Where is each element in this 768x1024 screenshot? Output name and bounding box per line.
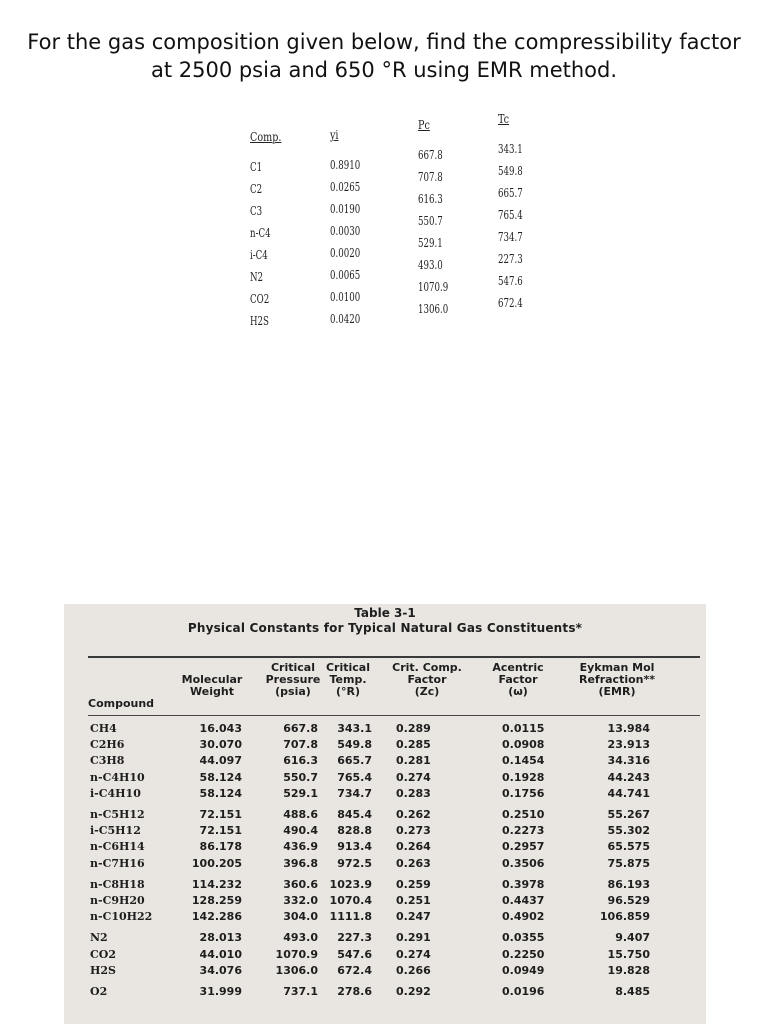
table-cell-zc: 0.259 [396,877,431,891]
tc-cell: 549.8 [498,164,523,178]
table-cell-mw: 142.286 [191,910,242,924]
table-cell-compound: n-C8H18 [90,877,145,891]
table-cell-mw: 44.097 [199,754,242,768]
table-cell-mw: 16.043 [199,722,242,735]
tc-cell: 765.4 [498,208,523,222]
table-cell-pc: 529.1 [283,786,318,800]
table-cell-omega: 0.0196 [502,985,545,998]
table-cell-emr: 15.750 [607,947,650,961]
table-cell-zc: 0.283 [396,786,431,800]
table-cell-compound: n-C7H16 [90,856,145,870]
comp-cell: CO2 [250,292,270,306]
table-cell-zc: 0.251 [396,894,431,907]
table-cell-zc: 0.266 [396,963,431,977]
table-cell-mw: 100.205 [191,856,242,870]
pc-column [418,118,460,320]
table-cell-zc: 0.247 [396,910,431,924]
pc-cell: 667.8 [418,148,443,162]
table-cell-pc: 707.8 [283,738,318,752]
table-cell-pc: 550.7 [283,770,318,784]
header-eykman-mol-refraction: Eykman Mol Refraction** (EMR) [578,661,655,698]
table-cell-omega: 0.0949 [502,963,545,977]
table-cell-mw: 30.070 [199,738,242,752]
composition-table [240,112,530,352]
table-cell-zc: 0.291 [396,931,431,945]
table-cell-zc: 0.274 [396,947,431,961]
table-cell-emr: 9.407 [615,931,650,945]
table-cell-mw: 44.010 [199,947,242,961]
table-cell-pc: 436.9 [283,840,318,854]
table-cell-omega: 0.0908 [502,738,545,752]
tc-cell: 343.1 [498,142,523,156]
table-top-rule [88,656,700,658]
table-title: Physical Constants for Typical Natural Gas Constituents* [187,621,583,635]
table-cell-emr: 44.741 [607,786,650,800]
table-cell-pc: 493.0 [283,931,318,945]
table-cell-compound: n-C10H22 [90,910,153,924]
yi-cell: 0.0020 [330,246,361,260]
table-cell-omega: 0.2273 [502,824,545,838]
problem-statement [20,28,748,84]
pc-cell: 1306.0 [418,302,449,316]
table-cell-pc: 304.0 [283,910,318,924]
table-header-rule [88,715,700,716]
table-cell-zc: 0.262 [396,808,431,821]
table-cell-pc: 737.1 [283,985,318,998]
table-cell-compound: n-C9H20 [90,894,145,907]
table-cell-emr: 65.575 [607,840,650,854]
table-cell-compound: i-C5H12 [90,824,141,838]
table-cell-omega: 0.0115 [502,722,545,735]
table-cell-tc: 1111.8 [329,910,372,924]
pc-cell: 707.8 [418,170,443,184]
comp-cell: n-C4 [250,226,271,240]
table-cell-emr: 86.193 [607,877,650,891]
table-cell-compound: i-C4H10 [90,786,141,800]
header-critical-pressure: Critical Pressure (psia) [265,661,321,698]
table-cell-pc: 332.0 [283,894,318,907]
tc-cell: 665.7 [498,186,523,200]
table-cell-emr: 13.984 [607,722,650,735]
table-cell-pc: 667.8 [283,722,318,735]
table-cell-mw: 58.124 [199,786,242,800]
table-cell-compound: H2S [90,963,116,977]
tc-cell: 672.4 [498,296,523,310]
table-cell-compound: CH4 [90,722,117,735]
table-cell-pc: 1070.9 [275,947,318,961]
pc-cell: 1070.9 [418,280,449,294]
table-cell-tc: 972.5 [337,856,372,870]
table-cell-pc: 360.6 [283,877,318,891]
table-cell-mw: 72.151 [199,808,242,821]
table-cell-emr: 106.859 [599,910,650,924]
pc-cell: 550.7 [418,214,443,228]
table-cell-tc: 734.7 [337,786,372,800]
table-cell-tc: 665.7 [337,754,372,768]
table-cell-emr: 8.485 [615,985,650,998]
table-cell-zc: 0.273 [396,824,431,838]
header-critical-temp: Critical Temp. (°R) [325,661,370,698]
table-cell-mw: 72.151 [199,824,242,838]
table-cell-compound: N2 [90,931,108,945]
table-cell-compound: n-C6H14 [90,840,145,854]
scanned-table [64,604,706,1024]
yi-header: yi [330,128,339,142]
table-cell-tc: 227.3 [337,931,372,945]
table-cell-tc: 547.6 [337,947,372,961]
table-cell-tc: 913.4 [337,840,372,854]
problem-line-2: at 2500 psia and 650 °R using EMR method. [150,58,618,82]
tc-column [498,112,532,314]
table-cell-omega: 0.3978 [502,877,545,891]
table-cell-omega: 0.2510 [502,808,545,821]
table-cell-omega: 0.2957 [502,840,545,854]
comp-cell: H2S [250,314,269,328]
table-cell-emr: 34.316 [607,754,650,768]
table-cell-tc: 1070.4 [329,894,372,907]
table-cell-tc: 828.8 [337,824,372,838]
table-cell-emr: 96.529 [607,894,650,907]
table-cell-emr: 19.828 [607,963,650,977]
table-number: Table 3-1 [354,606,416,620]
table-cell-compound: C3H8 [90,754,125,768]
table-cell-compound: O2 [90,985,108,998]
comp-cell: N2 [250,270,264,284]
table-cell-tc: 1023.9 [329,877,372,891]
yi-column [330,128,372,330]
table-cell-pc: 396.8 [283,856,318,870]
pc-cell: 493.0 [418,258,443,272]
tc-cell: 227.3 [498,252,523,266]
tc-header: Tc [498,112,510,126]
table-cell-mw: 128.259 [191,894,242,907]
table-cell-mw: 86.178 [199,840,242,854]
table-cell-pc: 616.3 [283,754,318,768]
tc-cell: 734.7 [498,230,523,244]
table-cell-emr: 55.302 [607,824,650,838]
table-cell-compound: n-C4H10 [90,770,145,784]
table-cell-omega: 0.4902 [502,910,545,924]
comp-cell: i-C4 [250,248,268,262]
problem-line-1: For the gas composition given below, find the compressibility factor [27,30,741,54]
yi-cell: 0.0190 [330,202,361,216]
yi-cell: 0.8910 [330,158,361,172]
table-cell-compound: CO2 [90,947,116,961]
table-cell-tc: 278.6 [337,985,372,998]
comp-header: Comp. [250,130,282,144]
table-cell-emr: 75.875 [607,856,650,870]
table-cell-mw: 114.232 [191,877,242,891]
comp-cell: C3 [250,204,263,218]
table-cell-emr: 55.267 [607,808,650,821]
table-cell-pc: 490.4 [283,824,318,838]
table-cell-zc: 0.292 [396,985,431,998]
header-compound: Compound [88,697,155,710]
table-cell-emr: 23.913 [607,738,650,752]
table-cell-mw: 34.076 [199,963,242,977]
yi-cell: 0.0420 [330,312,361,326]
table-cell-zc: 0.289 [396,722,431,735]
table-cell-omega: 0.0355 [502,931,545,945]
pc-cell: 529.1 [418,236,443,250]
table-cell-emr: 44.243 [607,770,650,784]
pc-cell: 616.3 [418,192,443,206]
table-cell-zc: 0.263 [396,856,431,870]
table-cell-zc: 0.274 [396,770,431,784]
table-cell-compound: C2H6 [90,738,125,752]
table-cell-omega: 0.2250 [502,947,545,961]
table-cell-omega: 0.1928 [502,770,545,784]
table-cell-tc: 845.4 [337,808,372,821]
header-crit-comp-factor: Crit. Comp. Factor (Zc) [392,661,462,698]
table-cell-compound: n-C5H12 [90,808,145,821]
comp-cell: C2 [250,182,263,196]
header-acentric-factor: Acentric Factor (ω) [492,661,544,698]
table-cell-omega: 0.4437 [502,894,545,907]
table-cell-tc: 765.4 [337,770,372,784]
pc-header: Pc [418,118,430,132]
tc-cell: 547.6 [498,274,523,288]
table-cell-omega: 0.1454 [502,754,545,768]
table-cell-mw: 58.124 [199,770,242,784]
comp-cell: C1 [250,160,263,174]
table-cell-tc: 343.1 [337,722,372,735]
yi-cell: 0.0065 [330,268,361,282]
table-cell-tc: 672.4 [337,963,372,977]
yi-cell: 0.0100 [330,290,361,304]
table-cell-tc: 549.8 [337,738,372,752]
table-cell-zc: 0.281 [396,754,431,768]
table-cell-zc: 0.285 [396,738,431,752]
table-cell-pc: 1306.0 [275,963,318,977]
table-cell-pc: 488.6 [283,808,318,821]
table-cell-zc: 0.264 [396,840,431,854]
table-cell-omega: 0.1756 [502,786,545,800]
table-cell-mw: 28.013 [199,931,242,945]
yi-cell: 0.0265 [330,180,361,194]
table-cell-mw: 31.999 [199,985,242,998]
comp-column [250,130,289,332]
header-molecular-weight: Molecular Weight [181,673,243,698]
yi-cell: 0.0030 [330,224,361,238]
table-cell-omega: 0.3506 [502,856,545,870]
